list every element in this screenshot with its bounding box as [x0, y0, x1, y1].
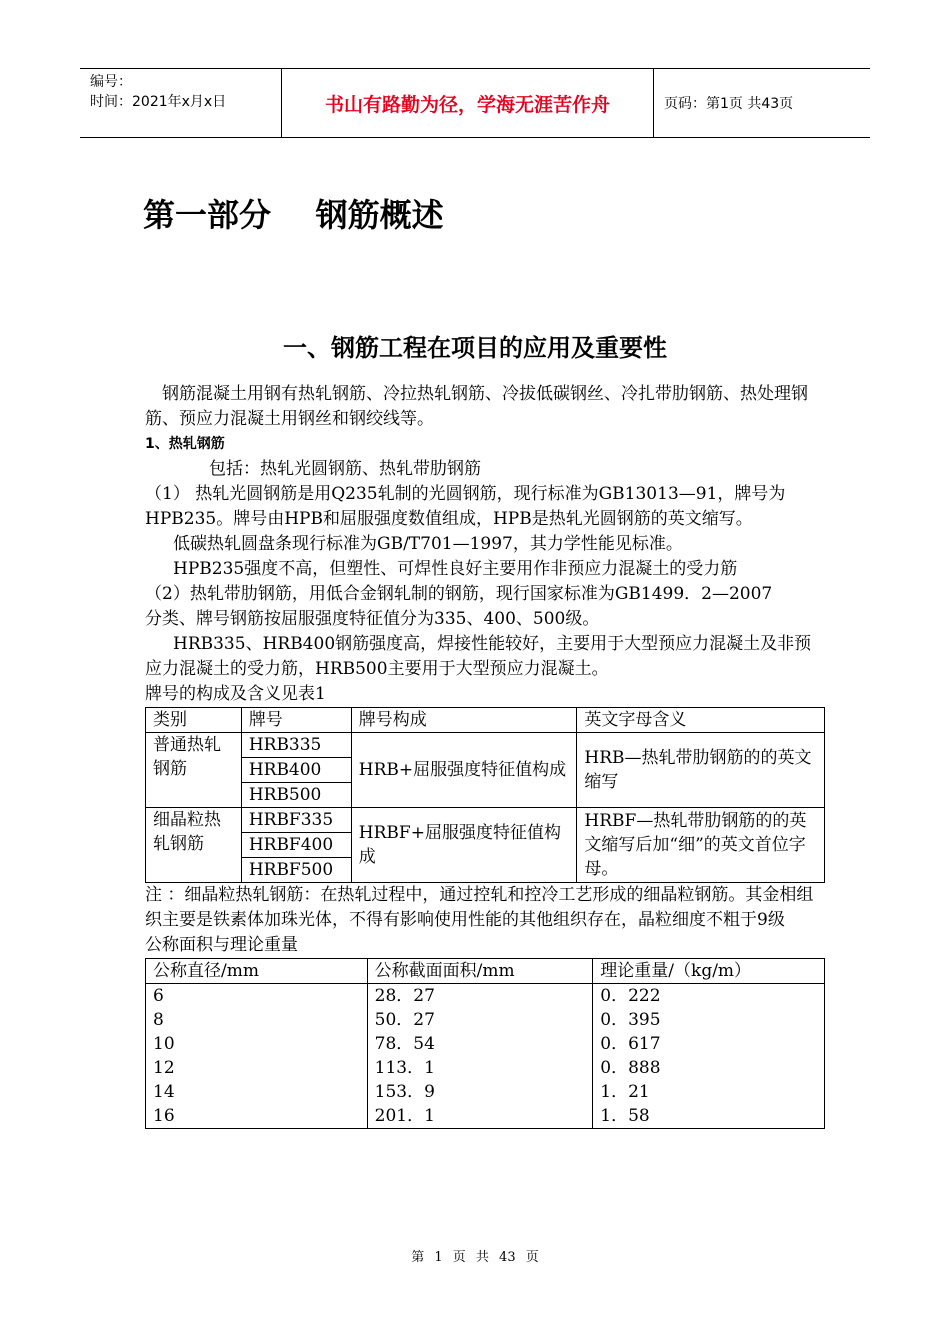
part-title: 第一部分 钢筋概述 [143, 196, 444, 234]
weight-cell: 0．617 [593, 1032, 825, 1056]
meaning-cell: HRB—热轧带肋钢筋的的英文缩写 [577, 733, 825, 808]
table-header-row [146, 959, 825, 984]
area-cell: 50．27 [367, 1008, 593, 1032]
diameter-cell: 16 [146, 1104, 368, 1129]
diameter-cell: 14 [146, 1080, 368, 1104]
time-label: 时间：2021年x月x日 [90, 94, 227, 110]
area-cell: 78．54 [367, 1032, 593, 1056]
area-cell: 153．9 [367, 1080, 593, 1104]
area-cell: 28．27 [367, 984, 593, 1009]
weight-cell: 0．888 [593, 1056, 825, 1080]
diameter-cell: 8 [146, 1008, 368, 1032]
category-cell: 普通热轧钢筋 [146, 733, 242, 808]
category-cell: 细晶粒热轧钢筋 [146, 808, 242, 883]
paragraph-2: 低碳热轧圆盘条现行标准为GB/T701—1997，其力学性能见标准。 [173, 534, 683, 554]
header-left-cell [80, 69, 282, 137]
paragraph-1: （1） 热轧光圆钢筋是用Q235轧制的光圆钢筋，现行标准为GB13013—91，牌号为HPB235。牌号由HPB和屈服强度数值组成，HPB是热轧光圆钢筋的英文缩写。 [145, 484, 786, 529]
table-row [146, 1056, 825, 1080]
diameter-cell: 10 [146, 1032, 368, 1056]
composition-cell: HRB+屈服强度特征值构成 [351, 733, 577, 808]
weight-cell: 1．58 [593, 1104, 825, 1129]
number-label: 编号： [90, 74, 132, 90]
document-body [145, 382, 825, 1129]
grade-cell: HRBF335 [241, 808, 351, 833]
header-middle-cell [282, 69, 654, 137]
table-row [146, 1080, 825, 1104]
table-header-cell: 公称直径/mm [146, 959, 368, 984]
paragraph-5: 分类、牌号钢筋按屈服强度特征值分为335、400、500级。 [145, 609, 600, 629]
paragraph-6: HRB335、HRB400钢筋强度高，焊接性能较好，主要用于大型预应力混凝土及非预应力混凝土的受力筋，HRB500主要用于大型预应力混凝土。 [145, 634, 812, 679]
table-header-cell: 牌号 [241, 708, 351, 733]
area-cell: 113．1 [367, 1056, 593, 1080]
grade-cell: HRBF500 [241, 858, 351, 883]
grade-cell: HRBF400 [241, 833, 351, 858]
table-header-row [146, 708, 825, 733]
table1-caption: 牌号的构成及含义见表1 [145, 684, 326, 704]
includes-line: 包括：热轧光圆钢筋、热轧带肋钢筋 [209, 459, 481, 479]
grade-table [145, 707, 825, 883]
table-header-cell: 公称截面面积/mm [367, 959, 593, 984]
weight-cell: 0．395 [593, 1008, 825, 1032]
section-title: 一、钢筋工程在项目的应用及重要性 [283, 334, 667, 362]
table2-caption: 公称面积与理论重量 [145, 935, 298, 955]
composition-cell: HRBF+屈服强度特征值构成 [351, 808, 577, 883]
table-row [146, 733, 825, 758]
table-header-cell: 英文字母含义 [577, 708, 825, 733]
table-row [146, 1032, 825, 1056]
table-row [146, 808, 825, 833]
area-cell: 201．1 [367, 1104, 593, 1129]
paragraph-3: HPB235强度不高，但塑性、可焊性良好主要用作非预应力混凝土的受力筋 [173, 559, 738, 579]
weight-cell: 1．21 [593, 1080, 825, 1104]
page-footer: 第 1 页 共 43 页 [411, 1250, 539, 1265]
table-row [146, 1008, 825, 1032]
paragraph-4: （2）热轧带肋钢筋，用低合金钢轧制的钢筋，现行国家标准为GB1499．2—2007 [145, 584, 773, 604]
grade-cell: HRB335 [241, 733, 351, 758]
table-header-cell: 理论重量/（kg/m） [593, 959, 825, 984]
meaning-cell: HRBF—热轧带肋钢筋的的英文缩写后加“细”的英文首位字母。 [577, 808, 825, 883]
sub-heading: 1、热轧钢筋 [145, 436, 225, 452]
weight-cell: 0．222 [593, 984, 825, 1009]
weight-table [145, 958, 825, 1129]
table-row [146, 984, 825, 1009]
diameter-cell: 6 [146, 984, 368, 1009]
intro-paragraph: 钢筋混凝土用钢有热轧钢筋、冷拉热轧钢筋、冷拔低碳钢丝、冷扎带肋钢筋、热处理钢筋、预应力混凝土用钢丝和钢绞线等。 [145, 384, 808, 429]
page-info: 页码：第1页 共43页 [664, 96, 794, 112]
grade-cell: HRB400 [241, 758, 351, 783]
grade-cell: HRB500 [241, 783, 351, 808]
table-header-cell: 牌号构成 [351, 708, 577, 733]
header-right-cell [654, 69, 870, 137]
table-header-cell: 类别 [146, 708, 242, 733]
page-header [80, 68, 870, 138]
note-paragraph: 注 ：细晶粒热轧钢筋：在热轧过程中，通过控轧和控冷工艺形成的细晶粒钢筋。其金相组织主要是铁素体加珠光体，不得有影响使用性能的其他组织存在，晶粒细度不粗于9级 [145, 885, 814, 930]
table-row [146, 1104, 825, 1129]
diameter-cell: 12 [146, 1056, 368, 1080]
motto: 书山有路勤为径，学海无涯苦作舟 [324, 93, 610, 116]
